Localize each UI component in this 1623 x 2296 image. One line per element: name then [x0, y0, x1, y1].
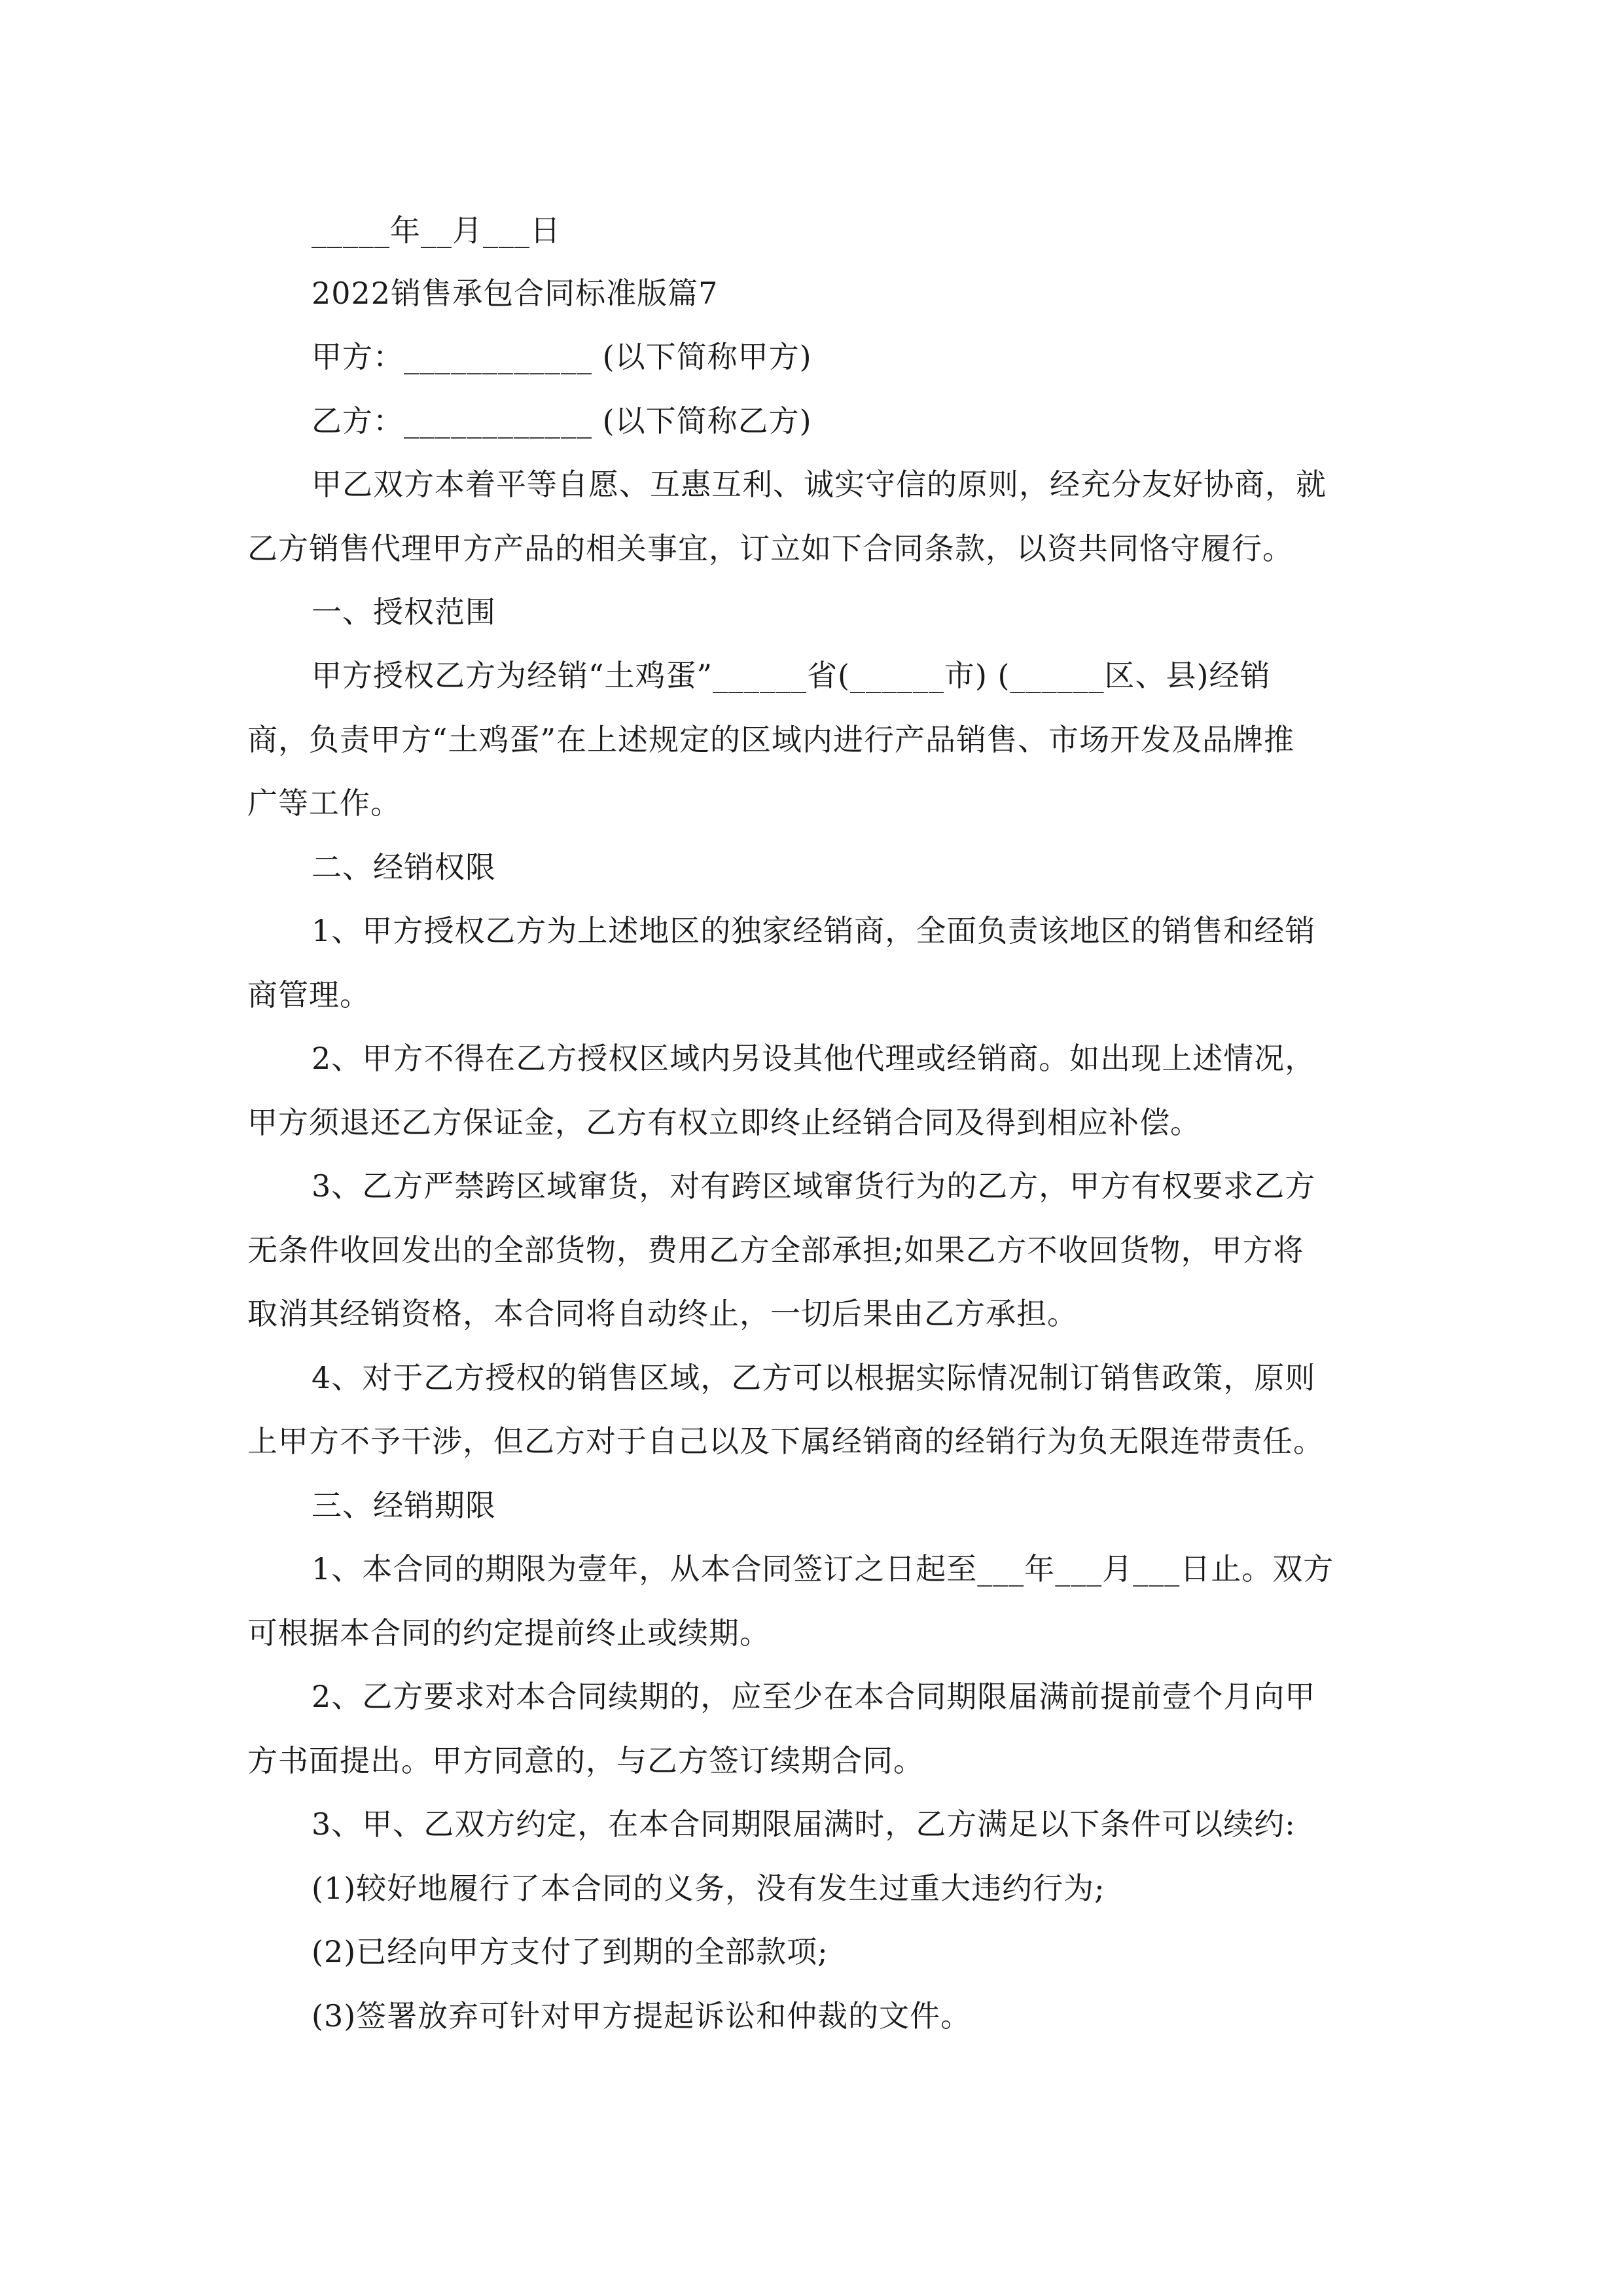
list-item: (1)较好地履行了本合同的义务，没有发生过重大违约行为; [312, 1871, 1105, 1906]
paragraph-line: 2、甲方不得在乙方授权区域内另设其他代理或经销商。如出现上述情况， [312, 1041, 1316, 1076]
paragraph-line: 可根据本合同的约定提前终止或续期。 [247, 1615, 770, 1651]
paragraph-line: 方书面提出。甲方同意的，与乙方签订续期合同。 [247, 1743, 924, 1778]
paragraph-line: 甲方须退还乙方保证金，乙方有权立即终止经销合同及得到相应补偿。 [247, 1105, 1201, 1140]
list-item: (2)已经向甲方支付了到期的全部款项; [312, 1934, 829, 1969]
paragraph-line: 3、甲、乙双方约定，在本合同期限届满时，乙方满足以下条件可以续约: [312, 1806, 1296, 1842]
paragraph-line: 3、乙方严禁跨区域窜货，对有跨区域窜货行为的乙方，甲方有权要求乙方 [312, 1168, 1316, 1204]
paragraph-line: 甲方授权乙方为经销“土鸡蛋”______省(______市) (______区、县)经销 [312, 658, 1271, 693]
list-item: (3)签署放弃可针对甲方提起诉讼和仲裁的文件。 [312, 1998, 972, 2034]
paragraph-line: 取消其经销资格，本合同将自动终止，一切后果由乙方承担。 [247, 1296, 1078, 1331]
paragraph-line: 2、乙方要求对本合同续期的，应至少在本合同期限届满前提前壹个月向甲 [312, 1679, 1316, 1714]
party-b-line: 乙方：____________ (以下简称乙方) [312, 403, 812, 439]
paragraph-line: 乙方销售代理甲方产品的相关事宜，订立如下合同条款，以资共同恪守履行。 [247, 531, 1293, 566]
paragraph-line: 商，负责甲方“土鸡蛋”在上述规定的区域内进行产品销售、市场开发及品牌推 [247, 722, 1295, 757]
section-heading: 一、授权范围 [312, 594, 496, 630]
contract-title: 2022销售承包合同标准版篇7 [312, 276, 719, 311]
paragraph-line: 无条件收回发出的全部货物，费用乙方全部承担;如果乙方不收回货物，甲方将 [247, 1232, 1304, 1268]
paragraph-line: 上甲方不予干涉，但乙方对于自己以及下属经销商的经销行为负无限连带责任。 [247, 1424, 1324, 1459]
paragraph-line: 1、本合同的期限为壹年，从本合同签订之日起至___年___月___日止。双方 [312, 1551, 1334, 1587]
paragraph-line: 甲乙双方本着平等自愿、互惠互利、诚实守信的原则，经充分友好协商，就 [312, 467, 1327, 502]
paragraph-line: 商管理。 [247, 977, 370, 1013]
section-heading: 三、经销期限 [312, 1488, 496, 1523]
paragraph-line: 1、甲方授权乙方为上述地区的独家经销商，全面负责该地区的销售和经销 [312, 913, 1316, 948]
section-heading: 二、经销权限 [312, 850, 496, 885]
party-a-line: 甲方：____________ (以下简称甲方) [312, 339, 812, 374]
paragraph-line: 广等工作。 [247, 785, 401, 821]
paragraph-line: 4、对于乙方授权的销售区域，乙方可以根据实际情况制订销售政策，原则 [312, 1360, 1316, 1395]
date-line: _____年__月___日 [312, 213, 561, 248]
